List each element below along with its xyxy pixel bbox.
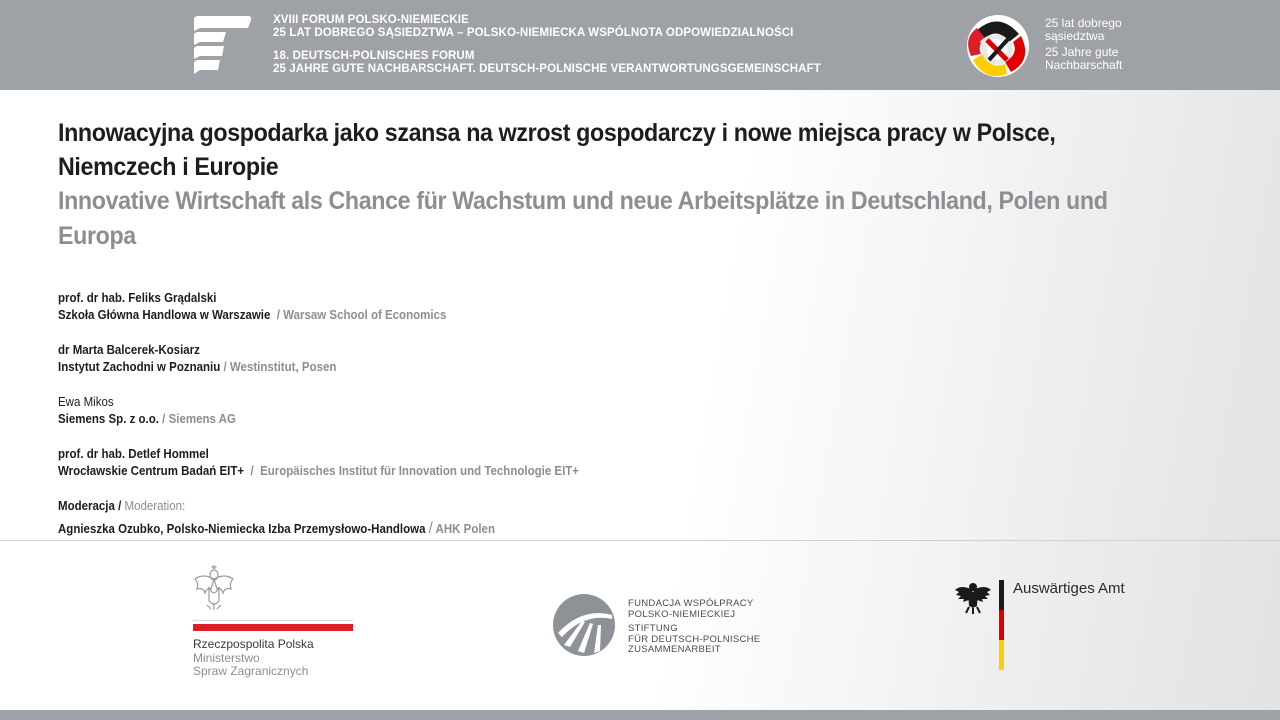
- speaker-org-pl: Wrocławskie Centrum Badań EIT+: [58, 464, 245, 478]
- forum-line-pl-2: 25 LAT DOBREGO SĄSIEDZTWA – POLSKO-NIEMIECKA WSPÓLNOTA ODPOWIEDZIALNOŚCI: [273, 27, 794, 39]
- fwpn-de-3: ZUSAMMENARBEIT: [628, 644, 721, 655]
- fwpn-pl-2: POLSKO-NIEMIECKIEJ: [628, 608, 736, 620]
- polish-eagle-icon: [193, 565, 235, 611]
- speaker-name: Ewa Mikos: [58, 395, 114, 409]
- speaker-list: [58, 290, 794, 538]
- speaker-org-de: Siemens AG: [168, 412, 236, 426]
- forum-line-de-2: 25 JAHRE GUTE NACHBARSCHAFT. DEUTSCH-POLNISCHE VERANTWORTUNGSGEMEINSCHAFT: [273, 63, 821, 75]
- rp-flag-red: [193, 624, 353, 631]
- rp-line-1: Rzeczpospolita Polska: [193, 637, 314, 651]
- footer-bar: [0, 710, 1280, 720]
- moderator-name: Agnieszka Ozubko, Polsko-Niemiecka Izba Przemysłowo-Handlowa: [58, 522, 426, 536]
- moderation-label-de: Moderation:: [124, 499, 186, 513]
- separator: /: [162, 412, 166, 426]
- fwpn-de-1: STIFTUNG: [628, 623, 678, 634]
- speaker-org-de: Warsaw School of Economics: [283, 308, 447, 322]
- session-title-de: Innovative Wirtschaft als Chance für Wachstum und neue Arbeitsplätze in Deutschland, Polen und Europa: [58, 187, 1108, 250]
- fwpn-logo-text: [628, 599, 760, 656]
- rp-mfa-logo-text: [193, 638, 314, 679]
- rp-flag-white: [193, 620, 353, 621]
- anniversary-knot-icon: [963, 12, 1033, 80]
- anniversary-text: [1045, 17, 1122, 71]
- rp-line-2: Ministerstwo: [193, 650, 260, 665]
- speaker-org-pl: Instytut Zachodni w Poznaniu: [58, 360, 221, 374]
- german-flag-bar: [999, 580, 1004, 670]
- moderation-label-pl: Moderacja /: [58, 499, 122, 513]
- speaker-org-de: Europäisches Institut für Innovation und Technologie EIT+: [260, 464, 580, 478]
- fwpn-logo-icon: [552, 593, 616, 657]
- divider: [0, 540, 1280, 541]
- speaker-item: [58, 342, 794, 376]
- speaker-org-pl: Szkoła Główna Handlowa w Warszawie: [58, 308, 271, 322]
- forum-logo-icon: [190, 14, 252, 78]
- anniversary-pl-2: sąsiedztwa: [1045, 28, 1105, 43]
- speaker-name: prof. dr hab. Feliks Grądalski: [58, 291, 217, 305]
- speaker-item: [58, 394, 794, 428]
- fwpn-pl-1: FUNDACJA WSPÓŁPRACY: [628, 598, 754, 609]
- separator: /: [428, 520, 433, 537]
- forum-line-pl-1: XVIII FORUM POLSKO-NIEMIECKIE: [273, 14, 469, 26]
- separator: /: [223, 360, 227, 374]
- german-eagle-icon: [955, 580, 991, 614]
- moderator-org-de: AHK Polen: [435, 522, 495, 536]
- separator: /: [276, 308, 280, 322]
- speaker-name: prof. dr hab. Detlef Hommel: [58, 447, 209, 461]
- anniversary-pl-1: 25 lat dobrego: [1045, 16, 1122, 30]
- rp-line-3: Spraw Zagranicznych: [193, 664, 309, 678]
- session-title-pl: Innowacyjna gospodarka jako szansa na wzrost gospodarczy i nowe miejsca pracy w Polsce, Niemczech i Europie: [58, 119, 1056, 181]
- forum-line-de-1: 18. DEUTSCH-POLNISCHES FORUM: [273, 50, 475, 62]
- header-banner: [0, 0, 1280, 90]
- speaker-item: [58, 290, 794, 324]
- moderation-block: [58, 498, 794, 538]
- anniversary-de-1: 25 Jahre gute: [1045, 45, 1119, 59]
- separator: /: [250, 464, 254, 478]
- anniversary-de-2: Nachbarschaft: [1045, 57, 1123, 72]
- fwpn-de-2: FÜR DEUTSCH-POLNISCHE: [628, 633, 761, 645]
- forum-title-block: [273, 14, 821, 76]
- speaker-item: [58, 446, 794, 480]
- speaker-org-de: Westinstitut, Posen: [229, 360, 337, 374]
- speaker-name: dr Marta Balcerek-Kosiarz: [58, 343, 200, 357]
- speaker-org-pl: Siemens Sp. z o.o.: [58, 412, 159, 426]
- auswaertiges-amt-label: Auswärtiges Amt: [1013, 580, 1125, 597]
